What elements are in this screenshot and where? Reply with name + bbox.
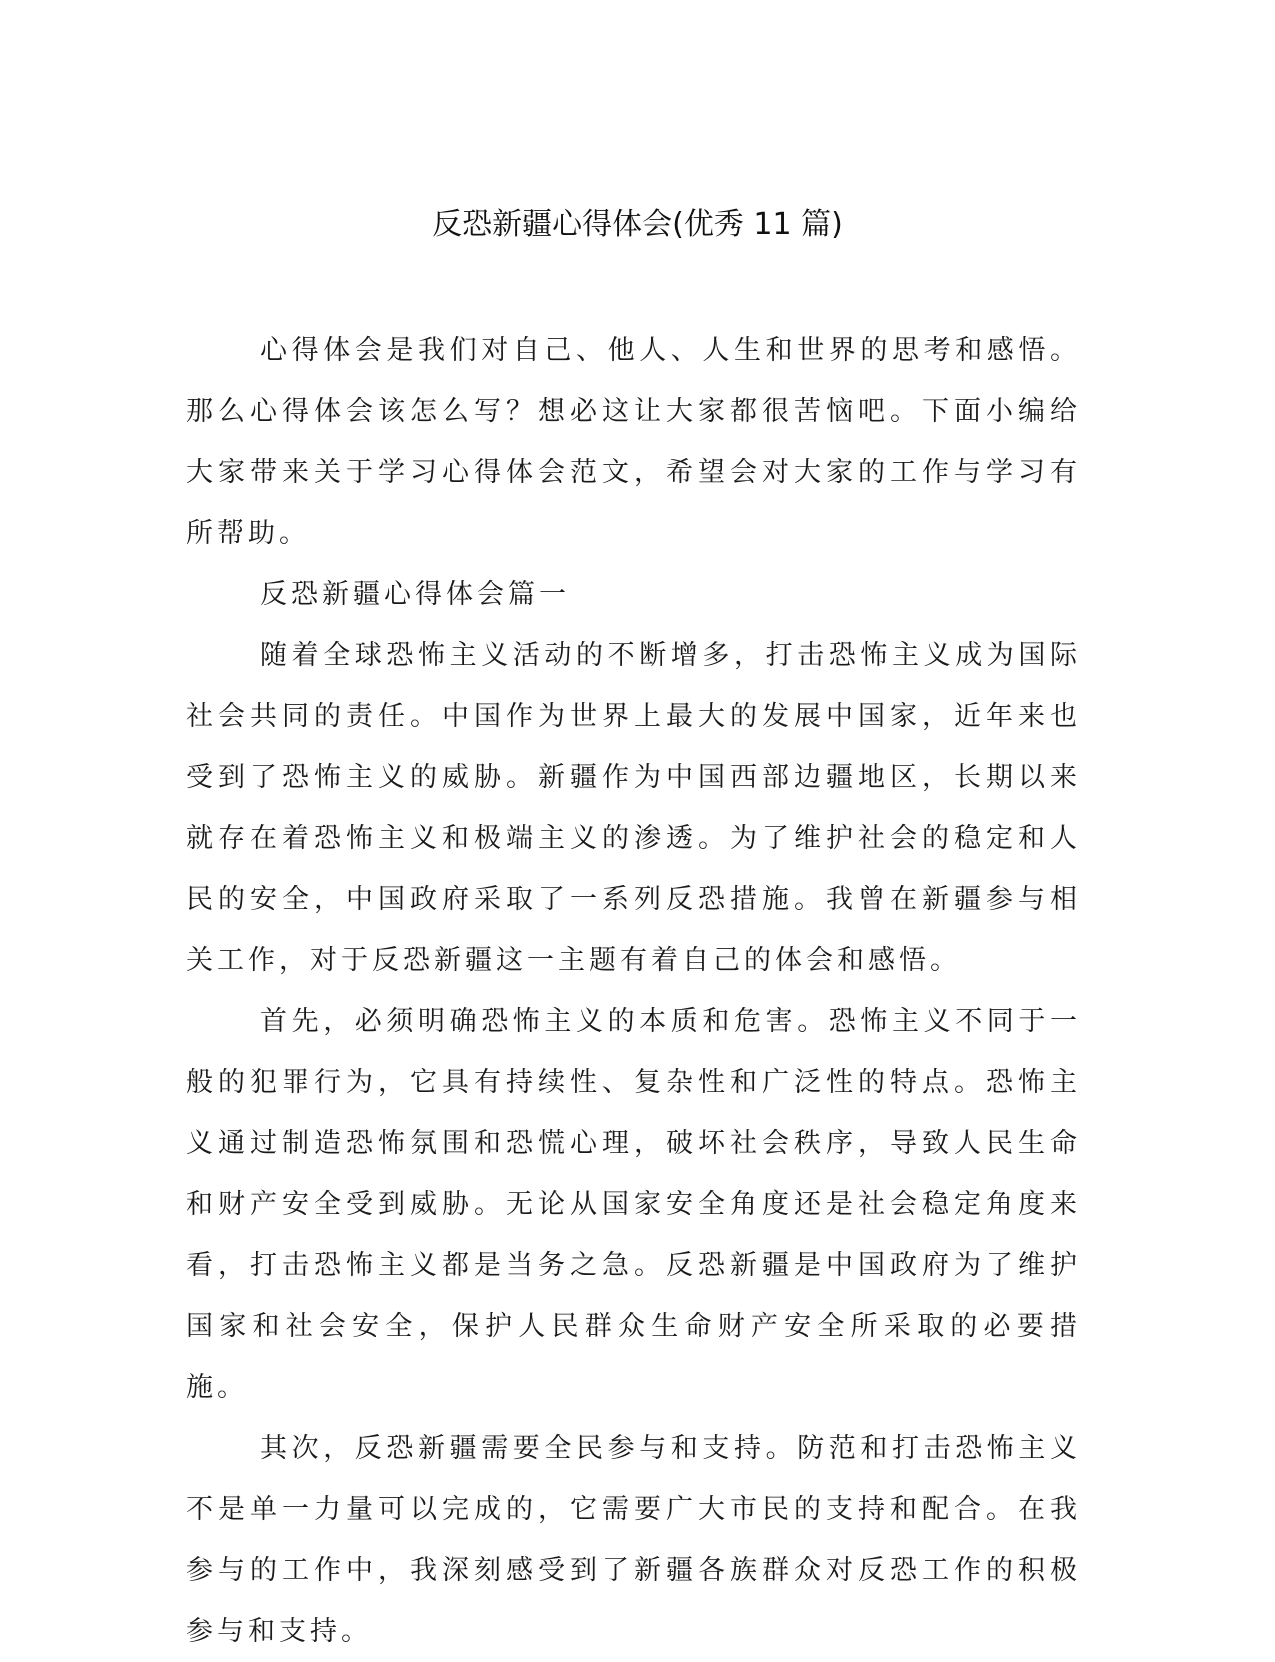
section-heading: 反恐新疆心得体会篇一 xyxy=(260,579,570,610)
body-paragraph: 其次，反恐新疆需要全民参与和支持。防范和打击恐怖主义不是单一力量可以完成的，它需要广大市民的支持和配合。在我参与的工作中，我深刻感受到了新疆各族群众对反恐工作的积极参与和支持。 xyxy=(186,1433,1081,1647)
body-paragraph: 随着全球恐怖主义活动的不断增多，打击恐怖主义成为国际社会共同的责任。中国作为世界上最大的发展中国家，近年来也受到了恐怖主义的威胁。新疆作为中国西部边疆地区，长期以来就存在着恐怖主义和极端主义的渗透。为了维护社会的稳定和人民的安全，中国政府采取了一系列反恐措施。我曾在新疆参与相关工作，对于反恐新疆这一主题有着自己的体会和感悟。 xyxy=(186,640,1081,976)
document-title: 反恐新疆心得体会(优秀 11 篇) xyxy=(432,207,843,242)
intro-paragraph: 心得体会是我们对自己、他人、人生和世界的思考和感悟。那么心得体会该怎么写？想必这让大家都很苦恼吧。下面小编给大家带来关于学习心得体会范文，希望会对大家的工作与学习有所帮助。 xyxy=(186,335,1081,549)
body-paragraph: 首先，必须明确恐怖主义的本质和危害。恐怖主义不同于一般的犯罪行为，它具有持续性、复杂性和广泛性的特点。恐怖主义通过制造恐怖氛围和恐慌心理，破坏社会秩序，导致人民生命和财产安全受到威胁。无论从国家安全角度还是社会稳定角度来看，打击恐怖主义都是当务之急。反恐新疆是中国政府为了维护国家和社会安全，保护人民群众生命财产安全所采取的必要措施。 xyxy=(186,1006,1081,1403)
document-body xyxy=(186,320,1081,1662)
